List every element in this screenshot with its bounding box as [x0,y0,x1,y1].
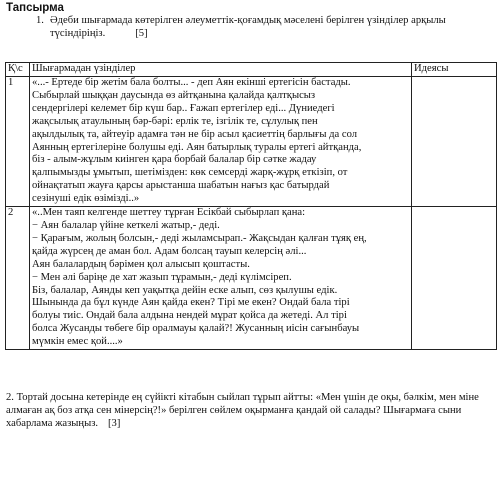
header-number: Қ\с [6,63,30,77]
excerpt-line: Аянның ертегілеріне болушы еді. Аян батырлық туралы ертегі айтқанда, [32,141,362,153]
excerpt-line: Шынында да бұл күнде Аян қайда екен? Тірі ме екен? Ондай бала тірі [32,297,350,309]
table-row [6,77,497,207]
excerpt-line: болуы тиіс. Ондай бала алдына нендей мұрат қойса да жетеді. Ал тірі [32,310,347,322]
header-excerpts: Шығармадан үзінділер [30,63,412,77]
excerpt-line: сезінуші едік өзімізді..» [32,193,140,205]
excerpt-line: мүмкін емес қой....» [32,336,123,348]
excerpt-line: ойнақтатып жауға қарсы арыстанша шабатын нағыз қас батырдай [32,180,330,192]
excerpt-line: Біз, балалар, Аянды кеп уақытқа дейін еске алып, сөз қылушы едік. [32,284,338,296]
task-1 [36,15,496,41]
row-number: 2 [6,207,30,350]
task-1-text: Әдеби шығармада көтерілген әлеуметтік-қоғамдық мәселені берілген үзінділер арқылы түсіндіріңіз. [50,15,446,39]
task-2 [6,392,492,431]
excerpt-line: ақылдылық та, айтеуір адамға тән не бір асыл қасиеттің барлығы да сол [32,128,358,140]
excerpt-line: қайда жүрсең де аман бол. Адам болсаң тауып келерсің әлі... [32,245,307,257]
idea-cell[interactable] [412,77,497,207]
table-header-row [6,63,497,77]
excerpt-line: − Аян балалар үйіне кеткелі жатыр,- деді. [32,219,220,231]
excerpt-line: болса Жусанды төбеге бір оралмауы қалай?! Жусанның иісін сағынбауы [32,323,360,335]
header-idea: Идеясы [412,63,497,77]
row-number: 1 [6,77,30,207]
idea-cell[interactable] [412,207,497,350]
task-1-points: [5] [135,27,148,39]
excerpt-line: Аян балалардың бәрімен қол алысып қоштасты. [32,258,250,270]
excerpt-line: біз - алым-жұлым киінген қара борбай балалар бір сәтке жадау [32,154,317,166]
excerpt-cell [30,207,412,350]
excerpt-line: «...- Ертеде бір жетім бала болты... - деп Аян екінші ертегісін бастады. [32,77,351,88]
excerpt-line: «..Мен таяп келгенде шеттеу тұрған Есікбай сыбырлап қана: [32,207,306,219]
excerpt-line: сендергілері келемет бір күш бар.. Ғажап ертегілер еді... Дүниедегі [32,102,335,114]
task-2-points: [3] [108,417,121,429]
page-title: Тапсырма [6,2,64,14]
excerpts-table [5,62,497,350]
excerpt-line: − Қарағым, жолың болсын,- деді жыламсырап.- Жақсыдан қалған тұяқ ең, [32,232,367,244]
task-2-text: 2. Тортай досына кетерінде ең сүйікті кітабын сыйлап тұрып айтты: «Мен үшін де оқы, бәлкім, мен міне алмаған ақ боз атқа сен мінерсің?!» берілген сөйлем оқырманға қандай ой салады? Шығармаға сыни хабарлама жазыңыз. [6,392,479,429]
excerpt-line: − Мен әлі баріңе де хат жазып тұрамын,- деді күлімсіреп. [32,271,292,283]
excerpt-line: қалпымызды ұмытып, шетімізден: көк семсерді жарқ-жұрқ еткізіп, от [32,167,348,179]
table-row [6,207,497,350]
task-1-number: 1. [36,15,44,26]
excerpt-line: Сыбырлай шыққан даусында өз айтқанына қалайда қалтқысыз [32,89,316,101]
excerpt-cell [30,77,412,207]
excerpt-line: жақсылық атаулының бәр-бәрі: ерлік те, ізгілік те, сұлулық пен [32,115,318,127]
